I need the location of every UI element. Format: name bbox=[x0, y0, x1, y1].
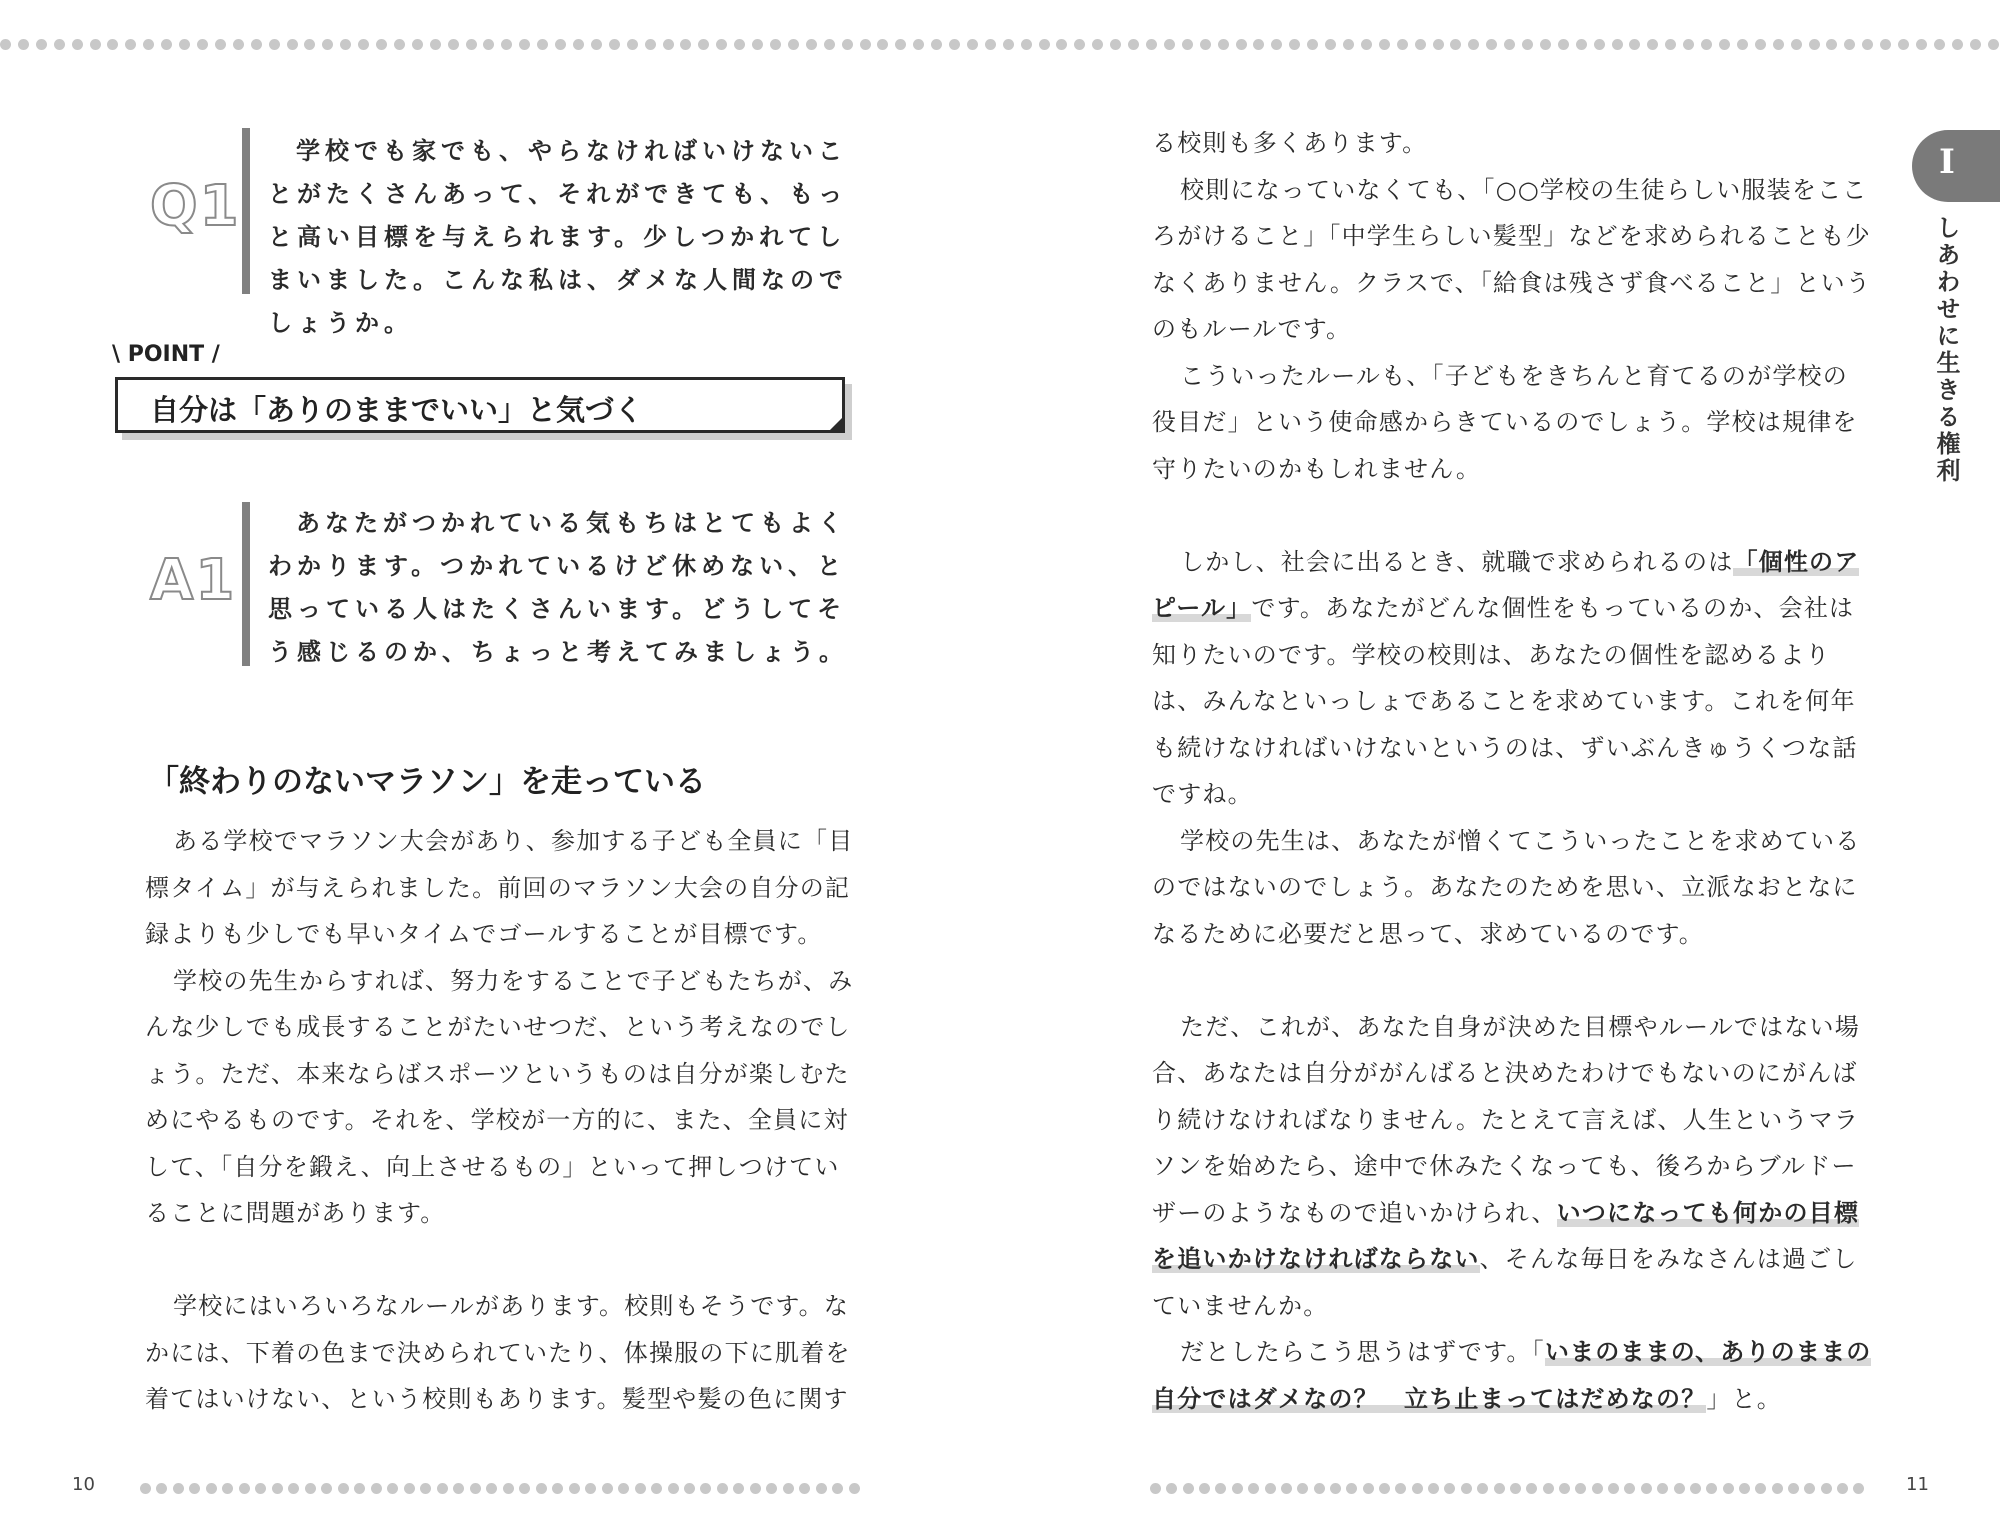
border-dot bbox=[1809, 39, 1820, 50]
border-dot bbox=[1690, 1483, 1701, 1494]
left-paragraph-1: ある学校でマラソン大会があり、参加する子ども全員に「目標タイム」が与えられました。前回のマラソン大会の自分の記録よりも少しでも早いタイムでゴールすることが目標です。 bbox=[145, 827, 854, 948]
border-dot bbox=[806, 39, 817, 50]
border-dot bbox=[1343, 39, 1354, 50]
chapter-number: I bbox=[1939, 142, 1955, 182]
border-dot bbox=[1701, 39, 1712, 50]
border-dot bbox=[1468, 39, 1479, 50]
border-dot bbox=[125, 39, 136, 50]
border-dot bbox=[1674, 1483, 1685, 1494]
border-dot bbox=[1719, 39, 1730, 50]
border-dot bbox=[1898, 39, 1909, 50]
border-dot bbox=[1486, 39, 1497, 50]
border-dot bbox=[799, 1483, 810, 1494]
border-dot bbox=[288, 1483, 299, 1494]
point-title: 自分は「ありのままでいい」と気づく bbox=[150, 393, 644, 427]
border-dot bbox=[668, 1483, 679, 1494]
border-dot bbox=[1647, 39, 1658, 50]
border-dot bbox=[18, 39, 29, 50]
right-body-text bbox=[1152, 120, 1872, 1422]
border-dot bbox=[1723, 1483, 1734, 1494]
border-dot bbox=[1594, 39, 1605, 50]
border-dot bbox=[1110, 39, 1121, 50]
border-dot bbox=[1526, 1483, 1537, 1494]
border-dot bbox=[651, 1483, 662, 1494]
border-dot bbox=[1074, 39, 1085, 50]
border-dot bbox=[1128, 39, 1139, 50]
chapter-title: しあわせに生きる権利 bbox=[1932, 215, 1960, 485]
border-dot bbox=[1433, 39, 1444, 50]
border-dot bbox=[1092, 39, 1103, 50]
border-dot bbox=[824, 39, 835, 50]
border-dot bbox=[206, 1483, 217, 1494]
border-dot bbox=[1248, 1483, 1259, 1494]
border-dot bbox=[338, 1483, 349, 1494]
border-dot bbox=[1039, 39, 1050, 50]
border-dot bbox=[1232, 1483, 1243, 1494]
border-dot bbox=[269, 39, 280, 50]
border-dot bbox=[1737, 39, 1748, 50]
border-dot bbox=[197, 39, 208, 50]
border-dot bbox=[1826, 39, 1837, 50]
border-dot bbox=[1164, 39, 1175, 50]
border-dot bbox=[1182, 39, 1193, 50]
border-dot bbox=[1804, 1483, 1815, 1494]
border-dot bbox=[453, 1483, 464, 1494]
border-dot bbox=[1477, 1483, 1488, 1494]
border-dot bbox=[404, 1483, 415, 1494]
border-dot bbox=[387, 1483, 398, 1494]
border-dot bbox=[503, 1483, 514, 1494]
border-dot bbox=[1624, 1483, 1635, 1494]
border-dot bbox=[412, 39, 423, 50]
right-p6-text-a: だとしたらこう思うはずです。「 bbox=[1180, 1338, 1545, 1366]
border-dot bbox=[849, 1483, 860, 1494]
border-dot bbox=[684, 1483, 695, 1494]
border-dot bbox=[466, 39, 477, 50]
answer-text: あなたがつかれている気もちはとてもよくわかります。つかれているけど休めない、と思っている人はたくさんいます。どうしてそう感じるのか、ちょっと考えてみましょう。 bbox=[268, 509, 848, 666]
border-dot bbox=[1215, 1483, 1226, 1494]
border-dot bbox=[239, 1483, 250, 1494]
border-dot bbox=[663, 39, 674, 50]
border-dot bbox=[1970, 39, 1981, 50]
border-dot bbox=[1934, 39, 1945, 50]
border-dot bbox=[470, 1483, 481, 1494]
border-dot bbox=[1788, 1483, 1799, 1494]
border-dot bbox=[1952, 39, 1963, 50]
border-dot bbox=[698, 39, 709, 50]
right-paragraph-6 bbox=[1152, 1329, 1872, 1422]
border-dot bbox=[340, 39, 351, 50]
border-dot bbox=[733, 1483, 744, 1494]
border-dot bbox=[1608, 1483, 1619, 1494]
border-dot bbox=[1791, 39, 1802, 50]
border-dot bbox=[783, 1483, 794, 1494]
border-dot bbox=[1683, 39, 1694, 50]
border-dot bbox=[1461, 1483, 1472, 1494]
border-dot bbox=[766, 1483, 777, 1494]
border-dot bbox=[394, 39, 405, 50]
border-dot bbox=[140, 1483, 151, 1494]
border-dot bbox=[788, 39, 799, 50]
right-p3-text-b: です。あなたがどんな個性をもっているのか、会社は知りたいのです。学校の校則は、あなたの個性を認めるよりは、みんなといっしょであることを求めています。これを何年も続けなければいけないというのは、ずいぶんきゅうくつな話ですね。 bbox=[1152, 594, 1858, 808]
border-dot bbox=[0, 39, 11, 50]
question-text: 学校でも家でも、やらなければいけないことがたくさんあって、それができても、もっと高い目標を与えられます。少しつかれてしまいました。こんな私は、ダメな人間なのでしょうか。 bbox=[268, 137, 848, 337]
point-box-fold bbox=[827, 415, 845, 433]
border-dot bbox=[1988, 39, 1999, 50]
right-p5-text-b: 、そんな毎日をみなさんは過ごしていませんか。 bbox=[1152, 1245, 1858, 1320]
border-dot bbox=[1412, 1483, 1423, 1494]
border-dot bbox=[537, 39, 548, 50]
border-dot bbox=[371, 1483, 382, 1494]
border-dot bbox=[501, 39, 512, 50]
border-dot bbox=[1575, 1483, 1586, 1494]
bottom-right-dot-border bbox=[1150, 1480, 1865, 1496]
border-dot bbox=[985, 39, 996, 50]
border-dot bbox=[354, 1483, 365, 1494]
border-dot bbox=[1200, 39, 1211, 50]
left-paragraph-2: 学校の先生からすれば、努力をすることで子どもたちが、みんな少しでも成長することがたいせつだ、という考えなのでしょう。ただ、本来ならばスポーツというものは自分が楽しむためにやるものです。それを、学校が一方的に、また、全員に対して、「自分を鍛え、向上させるもの」といって押しつけていることに問題があります。 bbox=[145, 966, 854, 1227]
border-dot bbox=[555, 39, 566, 50]
border-dot bbox=[1379, 1483, 1390, 1494]
border-dot bbox=[931, 39, 942, 50]
border-dot bbox=[1494, 1483, 1505, 1494]
right-p5-text-a: ただ、これが、あなた自身が決めた目標やルールではない場合、あなたは自分ががんばると決めたわけでもないのにがんばり続けなければなりません。たとえて言えば、人生というマラソンを始めたら、途中で休みたくなっても、後ろからブルドーザーのようなもので追いかけられ、 bbox=[1152, 1012, 1860, 1227]
right-paragraph-4: 学校の先生は、あなたが憎くてこういったことを求めているのではないのでしょう。あなたのためを思い、立派なおとなになるために必要だと思って、求めているのです。 bbox=[1152, 826, 1861, 948]
border-dot bbox=[1281, 1483, 1292, 1494]
right-paragraph-3 bbox=[1152, 539, 1872, 818]
right-p3-text-a: しかし、社会に出るとき、就職で求められるのは bbox=[1180, 547, 1734, 576]
border-dot bbox=[1183, 1483, 1194, 1494]
page-number-right: 11 bbox=[1906, 1474, 1929, 1495]
border-dot bbox=[1056, 39, 1067, 50]
border-dot bbox=[215, 39, 226, 50]
point-label: \ POINT / bbox=[112, 342, 220, 367]
right-p6-highlight: いまのままの、ありのままの自分ではダメなの？ 立ち止まってはだめなの？ bbox=[1152, 1338, 1872, 1413]
border-dot bbox=[842, 39, 853, 50]
border-dot bbox=[1346, 1483, 1357, 1494]
border-dot bbox=[1862, 39, 1873, 50]
right-p6-text-b: 」と。 bbox=[1706, 1384, 1783, 1413]
border-dot bbox=[627, 39, 638, 50]
border-dot bbox=[1395, 1483, 1406, 1494]
border-dot bbox=[700, 1483, 711, 1494]
border-dot bbox=[1657, 1483, 1668, 1494]
border-dot bbox=[1325, 39, 1336, 50]
bottom-left-dot-border bbox=[140, 1480, 860, 1496]
border-dot bbox=[770, 39, 781, 50]
border-dot bbox=[1450, 39, 1461, 50]
border-dot bbox=[1289, 39, 1300, 50]
answer-label: A1 bbox=[150, 548, 237, 613]
section-heading: 「終わりのないマラソン」を走っている bbox=[148, 764, 706, 800]
border-dot bbox=[860, 39, 871, 50]
border-dot bbox=[717, 1483, 728, 1494]
border-dot bbox=[1880, 39, 1891, 50]
point-box bbox=[115, 377, 845, 433]
border-dot bbox=[1576, 39, 1587, 50]
border-dot bbox=[1363, 1483, 1374, 1494]
border-dot bbox=[1166, 1483, 1177, 1494]
border-dot bbox=[1021, 39, 1032, 50]
border-dot bbox=[913, 39, 924, 50]
border-dot bbox=[591, 39, 602, 50]
border-dot bbox=[107, 39, 118, 50]
border-dot bbox=[734, 39, 745, 50]
border-dot bbox=[189, 1483, 200, 1494]
border-dot bbox=[156, 1483, 167, 1494]
border-dot bbox=[272, 1483, 283, 1494]
border-dot bbox=[1706, 1483, 1717, 1494]
border-dot bbox=[752, 39, 763, 50]
question-block bbox=[138, 128, 860, 337]
border-dot bbox=[1772, 1483, 1783, 1494]
border-dot bbox=[602, 1483, 613, 1494]
border-dot bbox=[1307, 39, 1318, 50]
border-dot bbox=[1755, 39, 1766, 50]
border-dot bbox=[1558, 39, 1569, 50]
border-dot bbox=[179, 39, 190, 50]
border-dot bbox=[750, 1483, 761, 1494]
border-dot bbox=[222, 1483, 233, 1494]
border-dot bbox=[1444, 1483, 1455, 1494]
border-dot bbox=[1146, 39, 1157, 50]
border-dot bbox=[1522, 39, 1533, 50]
border-dot bbox=[1853, 1483, 1864, 1494]
right-paragraph-1: 校則になっていなくても、「○○学校の生徒らしい服装をこころがけること」「中学生らしい髪型」などを求められることも少なくありません。クラスで、「給食は残さず食べること」というのもルールです。 bbox=[1152, 175, 1872, 343]
border-dot bbox=[1844, 39, 1855, 50]
border-dot bbox=[72, 39, 83, 50]
border-dot bbox=[569, 1483, 580, 1494]
border-dot bbox=[1253, 39, 1264, 50]
border-dot bbox=[255, 1483, 266, 1494]
border-dot bbox=[448, 39, 459, 50]
border-dot bbox=[251, 39, 262, 50]
border-dot bbox=[1510, 1483, 1521, 1494]
border-dot bbox=[1916, 39, 1927, 50]
border-dot bbox=[233, 39, 244, 50]
border-dot bbox=[161, 39, 172, 50]
border-dot bbox=[1773, 39, 1784, 50]
border-dot bbox=[1150, 1483, 1161, 1494]
border-dot bbox=[1665, 39, 1676, 50]
border-dot bbox=[1559, 1483, 1570, 1494]
border-dot bbox=[54, 39, 65, 50]
border-dot bbox=[420, 1483, 431, 1494]
answer-bar bbox=[242, 502, 250, 666]
left-paragraph-3: 学校にはいろいろなルールがあります。校則もそうです。なかには、下着の色まで決められていたり、体操服の下に肌着を着てはいけない、という校則もあります。髪型や髪の色に関す bbox=[145, 1292, 851, 1413]
border-dot bbox=[376, 39, 387, 50]
border-dot bbox=[1379, 39, 1390, 50]
border-dot bbox=[967, 39, 978, 50]
border-dot bbox=[895, 39, 906, 50]
border-dot bbox=[1755, 1483, 1766, 1494]
border-dot bbox=[585, 1483, 596, 1494]
border-dot bbox=[716, 39, 727, 50]
top-dot-border bbox=[0, 36, 2000, 52]
border-dot bbox=[321, 1483, 332, 1494]
border-dot bbox=[645, 39, 656, 50]
border-dot bbox=[1236, 39, 1247, 50]
border-dot bbox=[519, 39, 530, 50]
border-dot bbox=[1314, 1483, 1325, 1494]
border-dot bbox=[1361, 39, 1372, 50]
border-dot bbox=[877, 39, 888, 50]
border-dot bbox=[552, 1483, 563, 1494]
page-number-left: 10 bbox=[72, 1474, 95, 1495]
border-dot bbox=[305, 1483, 316, 1494]
border-dot bbox=[1199, 1483, 1210, 1494]
border-dot bbox=[1330, 1483, 1341, 1494]
border-dot bbox=[1397, 39, 1408, 50]
border-dot bbox=[1821, 1483, 1832, 1494]
right-paragraph-2: こういったルールも、「子どもをきちんと育てるのが学校の役目だ」という使命感からきているのでしょう。学校は規律を守りたいのかもしれません。 bbox=[1152, 361, 1858, 483]
border-dot bbox=[680, 39, 691, 50]
border-dot bbox=[816, 1483, 827, 1494]
border-dot bbox=[1265, 1483, 1276, 1494]
border-dot bbox=[609, 39, 620, 50]
border-dot bbox=[143, 39, 154, 50]
right-paragraph-5 bbox=[1152, 1004, 1872, 1330]
border-dot bbox=[1540, 39, 1551, 50]
right-paragraph-0: る校則も多くあります。 bbox=[1152, 129, 1428, 157]
border-dot bbox=[1641, 1483, 1652, 1494]
answer-block bbox=[138, 500, 860, 670]
border-dot bbox=[635, 1483, 646, 1494]
right-p3-highlight: 「個性のアピール」 bbox=[1152, 547, 1860, 622]
border-dot bbox=[1504, 39, 1515, 50]
chapter-tab bbox=[1912, 130, 2000, 202]
question-bar bbox=[242, 128, 250, 294]
border-dot bbox=[430, 39, 441, 50]
border-dot bbox=[1629, 39, 1640, 50]
border-dot bbox=[287, 39, 298, 50]
left-body-text bbox=[145, 818, 857, 1423]
border-dot bbox=[1837, 1483, 1848, 1494]
border-dot bbox=[536, 1483, 547, 1494]
border-dot bbox=[1592, 1483, 1603, 1494]
border-dot bbox=[36, 39, 47, 50]
border-dot bbox=[1612, 39, 1623, 50]
border-dot bbox=[173, 1483, 184, 1494]
border-dot bbox=[1003, 39, 1014, 50]
border-dot bbox=[486, 1483, 497, 1494]
border-dot bbox=[1271, 39, 1282, 50]
border-dot bbox=[322, 39, 333, 50]
border-dot bbox=[1428, 1483, 1439, 1494]
border-dot bbox=[618, 1483, 629, 1494]
border-dot bbox=[304, 39, 315, 50]
border-dot bbox=[437, 1483, 448, 1494]
border-dot bbox=[483, 39, 494, 50]
border-dot bbox=[1297, 1483, 1308, 1494]
border-dot bbox=[573, 39, 584, 50]
border-dot bbox=[1543, 1483, 1554, 1494]
border-dot bbox=[949, 39, 960, 50]
border-dot bbox=[90, 39, 101, 50]
right-p5-highlight: いつになっても何かの目標を追いかけなければならない bbox=[1152, 1198, 1860, 1273]
border-dot bbox=[1218, 39, 1229, 50]
border-dot bbox=[358, 39, 369, 50]
border-dot bbox=[1415, 39, 1426, 50]
border-dot bbox=[832, 1483, 843, 1494]
border-dot bbox=[519, 1483, 530, 1494]
border-dot bbox=[1739, 1483, 1750, 1494]
question-label: Q1 bbox=[150, 174, 241, 239]
